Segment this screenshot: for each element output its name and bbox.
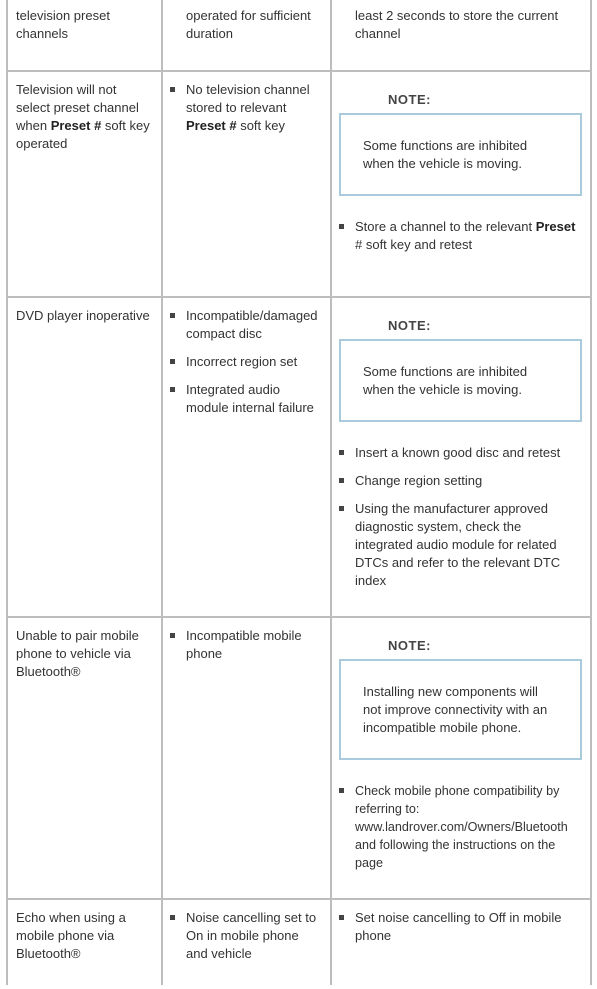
note-heading: NOTE:	[388, 638, 431, 653]
row-divider	[6, 70, 592, 72]
diagnostic-table: television preset channels operated for sufficient duration least 2 seconds to store the current channel Television will not select preset channel when Preset # soft key operated No television channel stored to relevant Preset # soft key NOTE: Some functions are inhibited when the vehicle is moving. Store a channel to the relevant Preset # soft key and retest DVD player inoperative Incompatible/damaged compact disc Incorrect region set Integrated audio module internal failure NOTE: Some functions are inhibited when the vehicle is moving. Insert a known good disc and retest Change region setting Using the manufacturer approved diagnostic system, check the integrated audio module for related DTCs and refer to the relevant DTC index Unable to pair mobile phone to vehicle via Bluetooth® Incompatible mobile phone NOTE: Installing new components will not improve connectivity with an incompatible mobile phone. Check mobile phone compatibility by referring to: www.landrover.com/Owners/Bluetooth and following the instructions on the page Echo when using a mobile phone via Bluetooth® Noise cancelling set to On in mobile phone and vehicle Set noise cancelling to Off in mobile phone	[0, 0, 597, 989]
note-heading: NOTE:	[388, 92, 431, 107]
note-box	[339, 113, 582, 196]
note-text: Some functions are inhibited when the vehicle is moving.	[363, 364, 528, 397]
bullet-square-icon	[339, 450, 344, 455]
note-box	[339, 659, 582, 760]
action-text: least 2 seconds to store the current channel	[355, 8, 559, 41]
symptom-cell: Unable to pair mobile phone to vehicle via Bluetooth®	[16, 628, 139, 679]
row-divider	[6, 898, 592, 900]
bullet-square-icon	[170, 915, 175, 920]
bullet-square-icon	[339, 224, 344, 229]
table-border-left	[6, 0, 8, 985]
symptom-cell: Television will not select preset channel when Preset # soft key operated	[16, 82, 150, 151]
bullet-square-icon	[170, 359, 175, 364]
row-divider	[6, 616, 592, 618]
symptom-cell: Echo when using a mobile phone via Bluetooth®	[16, 910, 126, 961]
bullet-square-icon	[170, 387, 175, 392]
bullet-square-icon	[339, 506, 344, 511]
column-divider-2	[330, 0, 332, 985]
bullet-square-icon	[339, 478, 344, 483]
cause-text: operated for sufficient duration	[186, 8, 311, 41]
bullet-square-icon	[339, 788, 344, 793]
bullet-square-icon	[339, 915, 344, 920]
note-text: Some functions are inhibited when the vehicle is moving.	[363, 138, 528, 171]
symptom-cell: television preset channels	[16, 8, 110, 41]
symptom-cell: DVD player inoperative	[16, 308, 150, 323]
note-heading: NOTE:	[388, 318, 431, 333]
bullet-square-icon	[170, 633, 175, 638]
table-border-right	[590, 0, 592, 985]
bullet-square-icon	[170, 87, 175, 92]
note-box	[339, 339, 582, 422]
column-divider-1	[161, 0, 163, 985]
row-divider	[6, 296, 592, 298]
bullet-square-icon	[170, 313, 175, 318]
note-text: Installing new components will not improve connectivity with an incompatible mobile phone.	[363, 684, 548, 735]
